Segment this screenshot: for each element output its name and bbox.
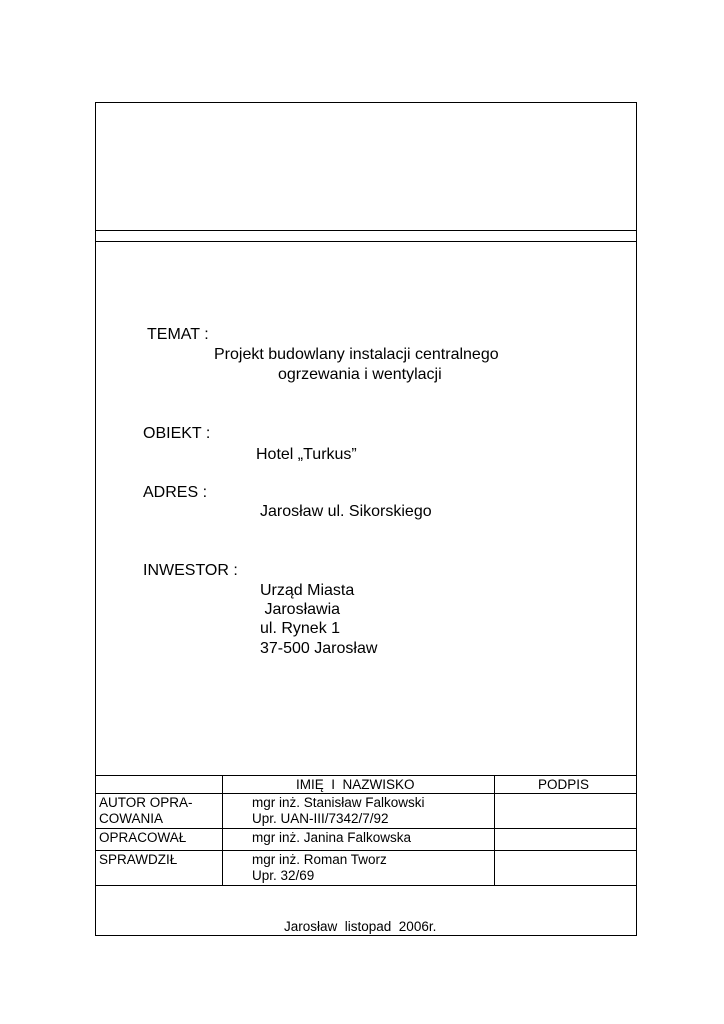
inwestor-line-1: Urząd Miasta	[260, 582, 355, 599]
table-header-name: IMIĘ I NAZWISKO	[296, 777, 415, 792]
table-header-divider	[95, 793, 637, 794]
table-row-divider-2	[95, 850, 637, 851]
table-row-3-name-2: Upr. 32/69	[252, 868, 315, 883]
inwestor-line-3: ul. Rynek 1	[260, 620, 341, 637]
obiekt-label: OBIEKT :	[143, 425, 211, 442]
table-header-signature: PODPIS	[538, 777, 590, 792]
table-bottom-border	[95, 885, 637, 886]
header-divider-bottom	[95, 241, 637, 242]
table-row-1-name-2: Upr. UAN-III/7342/7/92	[252, 811, 389, 826]
temat-label: TEMAT :	[147, 326, 209, 343]
inwestor-label: INWESTOR :	[143, 562, 238, 579]
table-row-1-role-2: COWANIA	[99, 811, 163, 826]
table-row-1-name-1: mgr inż. Stanisław Falkowski	[252, 795, 425, 810]
adres-value: Jarosław ul. Sikorskiego	[260, 503, 432, 520]
inwestor-line-4: 37-500 Jarosław	[260, 640, 378, 657]
adres-label: ADRES :	[143, 484, 208, 501]
temat-line-1: Projekt budowlany instalacji centralnego	[214, 346, 499, 363]
table-row-1-role-1: AUTOR OPRA-	[99, 795, 193, 810]
obiekt-value: Hotel „Turkus”	[256, 446, 357, 463]
table-row-3-name-1: mgr inż. Roman Tworz	[252, 852, 387, 867]
table-top-border	[95, 775, 637, 776]
table-row-3-role: SPRAWDZIŁ	[99, 852, 178, 867]
temat-line-2: ogrzewania i wentylacji	[278, 366, 442, 383]
inwestor-line-2: Jarosławia	[260, 601, 341, 618]
footer-place-date: Jarosław listopad 2006r.	[284, 919, 437, 934]
table-col-divider-1	[222, 775, 223, 885]
table-row-divider-1	[95, 828, 637, 829]
header-divider-top	[95, 230, 637, 231]
table-col-divider-2	[494, 775, 495, 885]
table-row-2-role: OPRACOWAŁ	[99, 830, 187, 845]
table-row-2-name: mgr inż. Janina Falkowska	[252, 830, 412, 845]
